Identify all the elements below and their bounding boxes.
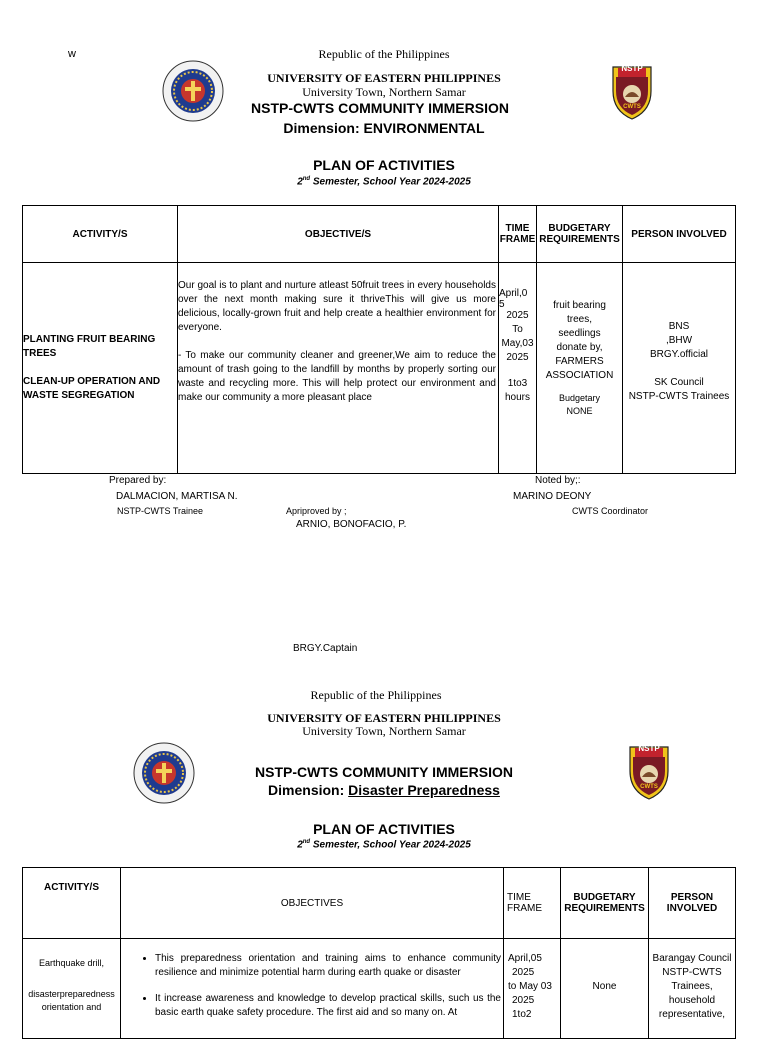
budget-line: seedlings — [558, 328, 601, 339]
header-budget: BUDGETARY REQUIREMENTS — [537, 206, 623, 263]
dimension-label: Dimension: — [283, 120, 360, 136]
noted-label: Noted by;: — [535, 475, 581, 486]
time-frame-cell — [499, 263, 537, 474]
time-line: 1to2 — [512, 1009, 532, 1020]
person-line: NSTP-CWTS — [662, 967, 722, 978]
stray-mark: w — [68, 48, 76, 60]
noted-name: MARINO DEONY — [513, 491, 592, 502]
semester-line: 2nd Semester, School Year 2024-2025 — [297, 839, 471, 851]
objective-text: - To make our community cleaner and greener,We aim to reduce the amount of trash going to the landfill by months by properly sorting our waste and recycling more. This will help protect our environment and make our community a more pleasant place — [178, 350, 496, 403]
header-objective: OBJECTIVE/S — [178, 206, 499, 263]
person-line: Trainees, — [671, 981, 713, 992]
approved-role: BRGY.Captain — [293, 643, 358, 654]
activity-cell — [23, 263, 178, 474]
person-line — [623, 362, 735, 376]
time-line: 2025 — [506, 352, 529, 363]
activity-item: PLANTING FRUIT BEARING TREES — [23, 334, 156, 359]
time-line: 2025 — [506, 310, 529, 321]
objective-item: • It increase awareness and knowledge to develop practical skills, such us the basic earth quake safety procedure. The first aid and so many on. At — [155, 992, 503, 1020]
time-line — [499, 365, 536, 377]
person-line: ,BHW — [665, 335, 693, 346]
time-line: To — [512, 324, 523, 335]
approved-label: Apriproved by ; — [286, 506, 347, 516]
objective-list — [121, 952, 503, 1020]
plan-title: PLAN OF ACTIVITIES — [313, 821, 455, 837]
budget-line: ASSOCIATION — [545, 370, 614, 381]
republic-line: Republic of the Philippines — [310, 688, 442, 702]
time-line: hours — [504, 392, 530, 403]
noted-role: CWTS Coordinator — [572, 506, 649, 516]
header-activity: ACTIVITY/S — [23, 868, 121, 939]
activity-item: Earthquake drill, — [38, 958, 105, 968]
republic-line: Republic of the Philippines — [318, 47, 450, 61]
dimension-label: Dimension: — [268, 782, 345, 798]
budget-small-line: Budgetary — [558, 393, 601, 403]
person-line: NSTP-CWTS Trainees — [628, 391, 730, 402]
uep-seal-icon — [162, 60, 224, 122]
budget-line: donate by, — [556, 342, 603, 353]
header-objective: OBJECTIVES — [121, 868, 504, 939]
header-activity: ACTIVITY/S — [23, 206, 178, 263]
time-line: 2025 — [512, 967, 535, 978]
university-town: University Town, Northern Samar — [302, 85, 466, 99]
approved-name: ARNIO, BONOFACIO, P. — [296, 519, 407, 530]
dimension-line — [0, 120, 768, 136]
time-line: May,03 — [501, 338, 534, 349]
time-line: 2025 — [512, 995, 535, 1006]
budget-line: fruit bearing — [553, 300, 606, 311]
person-line: BNS — [668, 321, 690, 332]
cwts-shield-label: CWTS — [640, 784, 658, 790]
time-line: 5 — [499, 299, 505, 310]
person-line: SK Council — [654, 377, 704, 388]
prepared-role: NSTP-CWTS Trainee — [117, 506, 204, 516]
budget-cell — [537, 263, 623, 474]
nstp-shield-label: NSTP — [638, 744, 660, 753]
semester-line: 2nd Semester, School Year 2024-2025 — [297, 176, 471, 188]
university-name: UNIVERSITY OF EASTERN PHILIPPINES — [267, 71, 501, 85]
time-line: to May 03 — [508, 981, 552, 992]
dimension-value: ENVIRONMENTAL — [363, 120, 485, 136]
person-line: Barangay Council — [652, 953, 732, 964]
header-person: PERSON INVOLVED — [649, 868, 736, 939]
budget-line: trees, — [566, 314, 592, 325]
header-person: PERSON INVOLVED — [623, 206, 736, 263]
header-time-frame: TIME FRAME — [499, 206, 537, 263]
nstp-shield-label: NSTP — [621, 64, 643, 73]
university-name: UNIVERSITY OF EASTERN PHILIPPINES — [267, 711, 501, 725]
header-budget: BUDGETARY REQUIREMENTS — [561, 868, 649, 939]
time-line: 1to3 — [507, 378, 528, 389]
plan-table-environmental — [22, 205, 736, 474]
person-cell — [623, 263, 736, 474]
plan-title: PLAN OF ACTIVITIES — [313, 157, 455, 173]
dimension-line — [0, 782, 768, 798]
budget-line: FARMERS — [555, 356, 604, 367]
person-line: BRGY.official — [650, 349, 708, 360]
time-line: April,05 — [508, 953, 542, 964]
person-line: household — [668, 995, 716, 1006]
prepared-label: Prepared by: — [109, 475, 167, 486]
dimension-value: Disaster Preparedness — [348, 782, 500, 798]
prepared-name: DALMACION, MARTISA N. — [116, 491, 238, 502]
activity-item: CLEAN-UP OPERATION AND WASTE SEGREGATION — [23, 376, 161, 401]
objective-cell — [178, 263, 499, 474]
cwts-shield-label: CWTS — [623, 104, 641, 110]
program-title: NSTP-CWTS COMMUNITY IMMERSION — [251, 100, 509, 116]
plan-table-disaster — [22, 867, 736, 1039]
budget-value: None — [592, 981, 617, 992]
activity-item: disasterpreparedness orientation and — [28, 989, 115, 1012]
objective-item: • This preparedness orientation and training aims to enhance community resilience and minimize potential harm during earth quake or disaster — [155, 952, 503, 980]
time-line: April,0 — [499, 288, 528, 299]
person-line: representative, — [658, 1009, 726, 1020]
header-time-frame: TIME FRAME — [504, 868, 561, 939]
university-town: University Town, Northern Samar — [302, 724, 466, 738]
objective-text: Our goal is to plant and nurture atleast 50fruit trees in every households over the next month making sure it thriveThis will give us more delicious, locally-grown fruit and help create a healthier environment for everyone. — [178, 280, 496, 333]
budget-small-line: NONE — [566, 406, 593, 416]
program-title: NSTP-CWTS COMMUNITY IMMERSION — [255, 764, 513, 780]
